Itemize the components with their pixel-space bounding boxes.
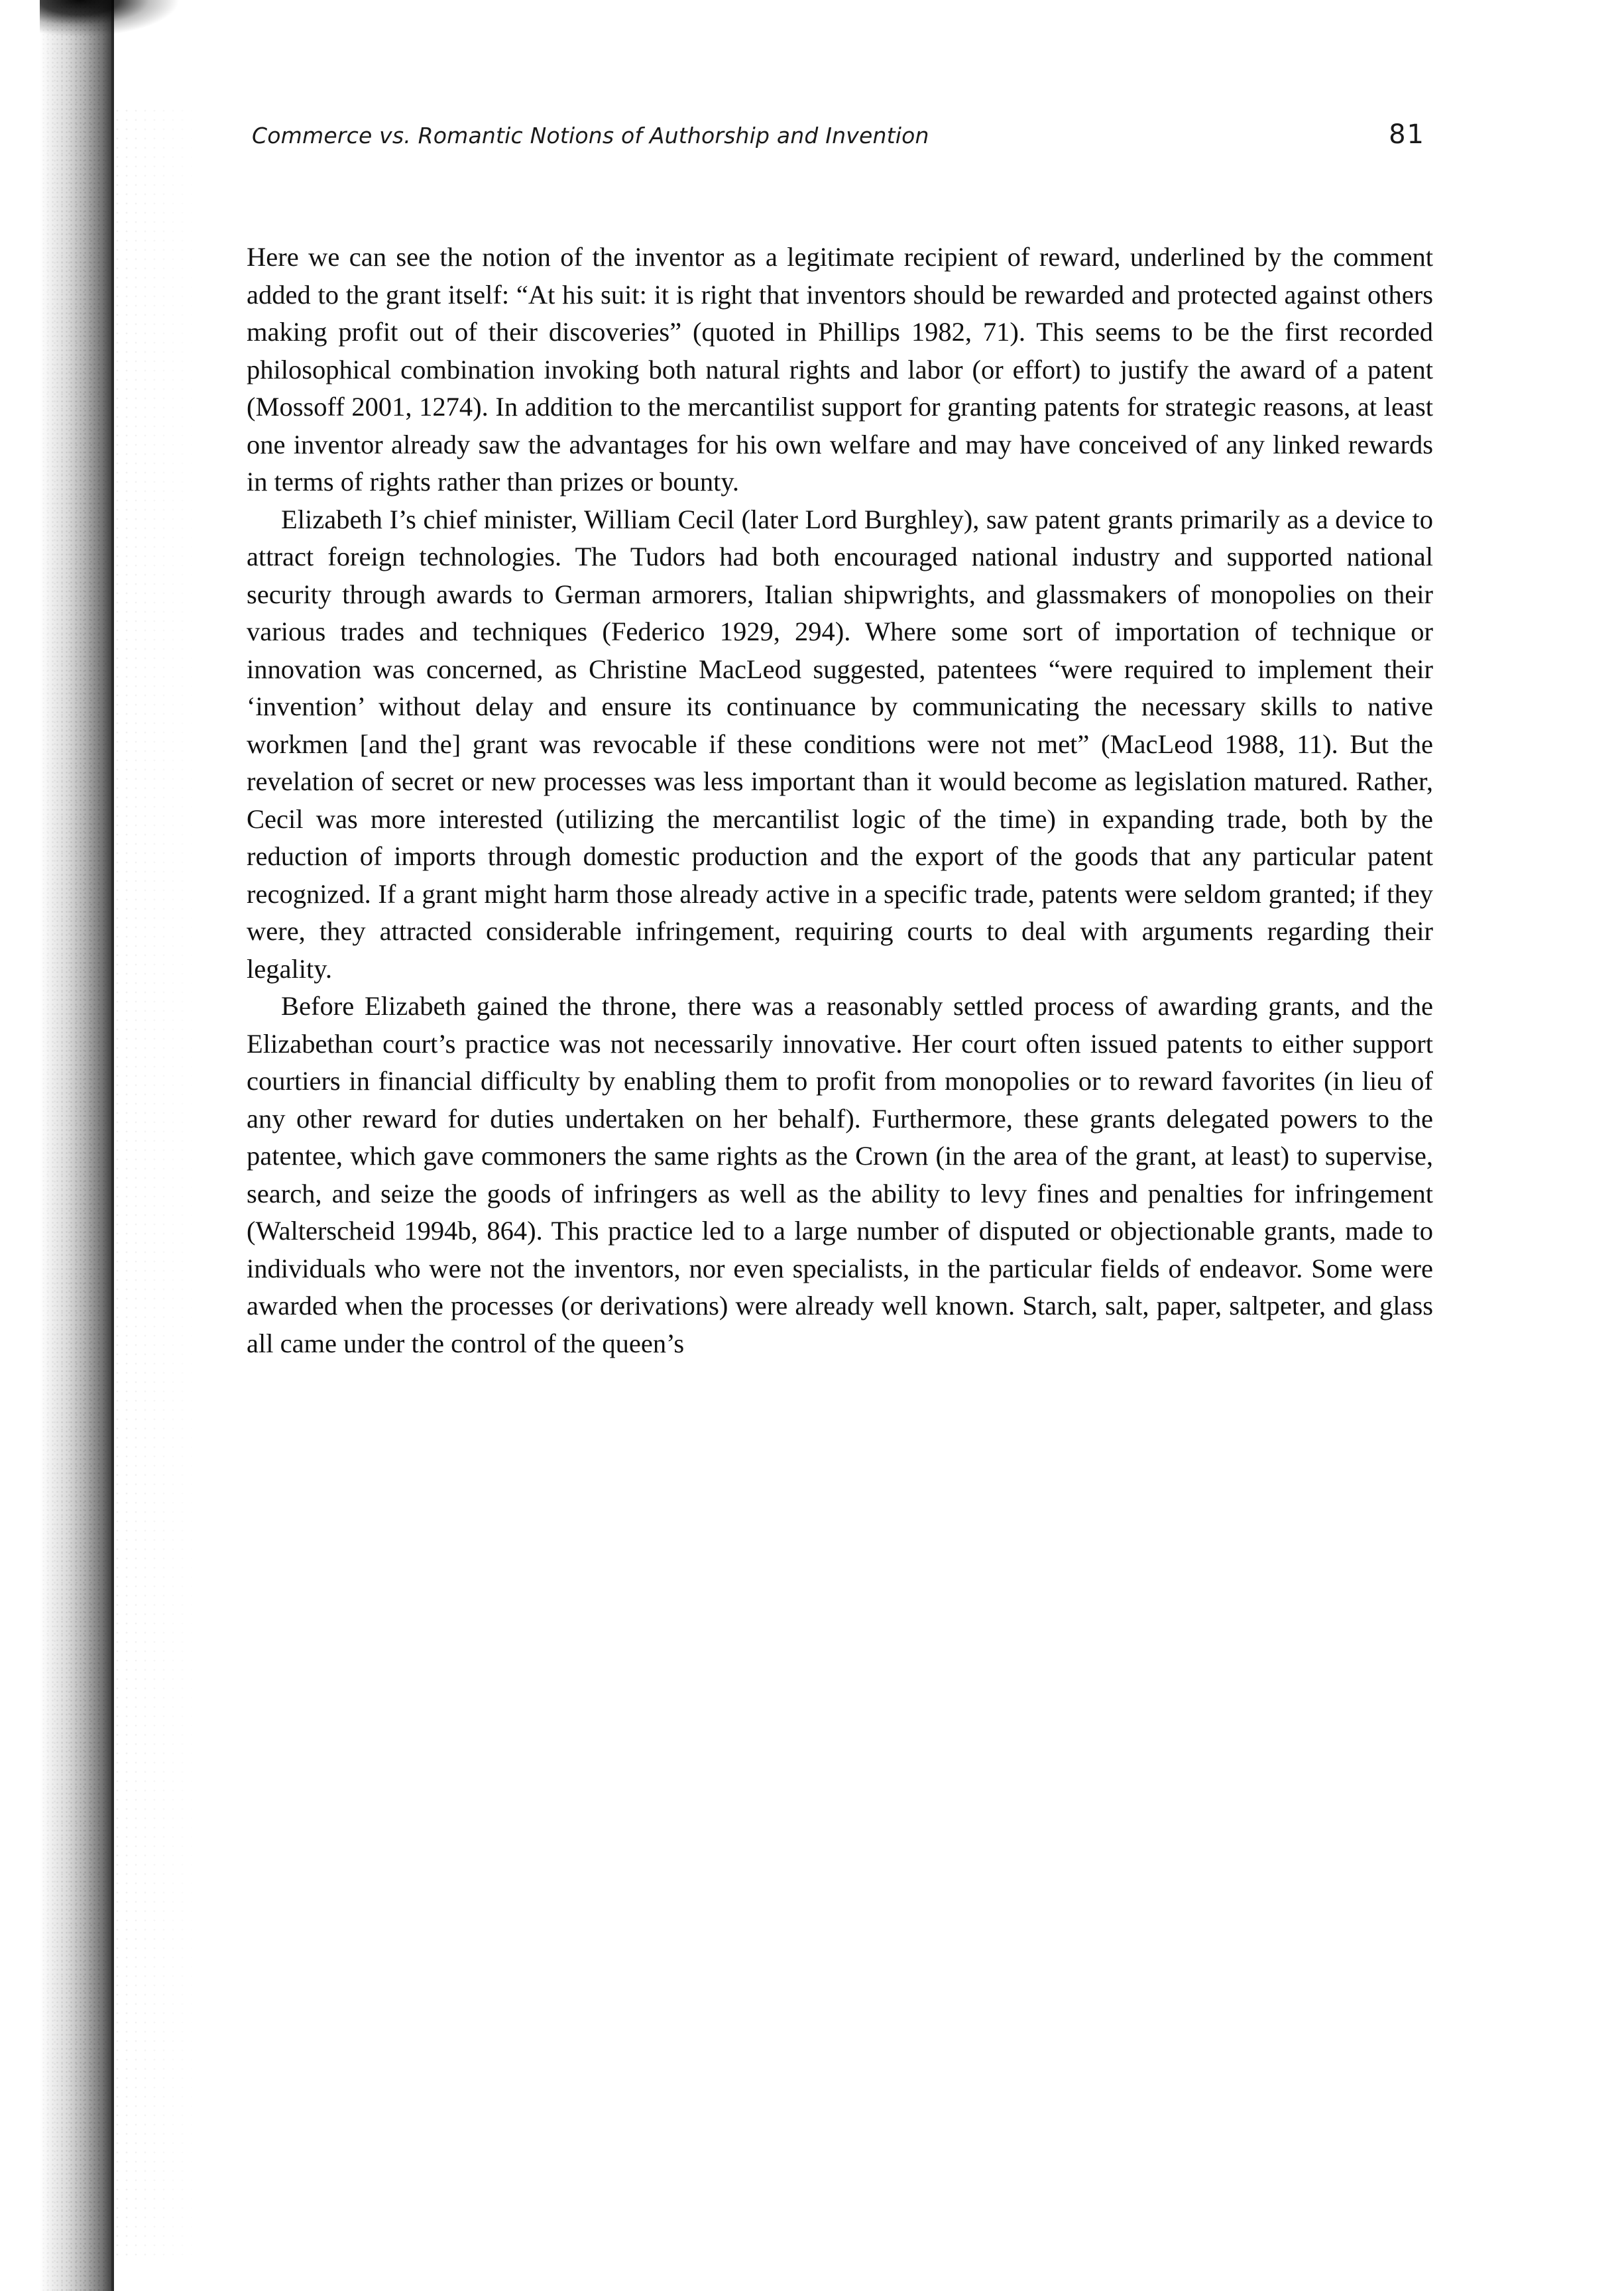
running-head-title: Commerce vs. Romantic Notions of Authorship and Invention <box>252 123 929 148</box>
gutter-noise-texture <box>41 0 111 2291</box>
book-spine-line <box>111 0 114 2291</box>
gutter-gradient <box>40 0 113 2291</box>
page-number: 81 <box>1389 119 1425 150</box>
page-paper-edge <box>40 0 199 2291</box>
paragraph: Before Elizabeth gained the throne, there was a reasonably settled process of awarding grants, and the Elizabethan court’s practice was not necessarily innovative. Her court often issued patents to either support courtiers in financial difficulty by enabling them to profit from monopolies or to reward favorites (in lieu of any other reward for duties undertaken on her behalf). Furthermore, these grants delegated powers to the patentee, which gave commoners the same rights as the Crown (in the area of the grant, at least) to supervise, search, and seize the goods of infringers as well as the ability to levy fines and penalties for infringement (Walterscheid 1994b, 864). This practice led to a large number of disputed or objectionable grants, made to individuals who were not the inventors, nor even specialists, in the particular fields of endeavor. Some were awarded when the processes (or derivations) were already well known. Starch, salt, paper, saltpeter, and glass all came under the control of the queen’s <box>247 991 1433 1358</box>
paragraph: Elizabeth I’s chief minister, William Cecil (later Lord Burghley), saw patent grants primarily as a device to attract foreign technologies. The Tudors had both encouraged national industry and supported national security through awards to German armorers, Italian shipwrights, and glassmakers of monopolies on their various trades and techniques (Federico 1929, 294). Where some sort of importation of technique or innovation was concerned, as Christine MacLeod suggested, patentees “were required to implement their ‘invention’ without delay and ensure its continuance by communicating the necessary skills to native workmen [and the] grant was revocable if these conditions were not met” (MacLeod 1988, 11). But the revelation of secret or new processes was less important than it would become as legislation matured. Rather, Cecil was more interested (utilizing the mercantilist logic of the time) in expanding trade, both by the reduction of imports through domestic production and the export of the goods that any particular patent recognized. If a grant might harm those already active in a specific trade, patents were seldom granted; if they were, they attracted considerable infringement, requiring courts to deal with arguments regarding their legality. <box>247 504 1433 984</box>
gutter-speckle-texture <box>113 106 199 2261</box>
scan-top-shadow <box>40 0 232 60</box>
running-head <box>252 119 1425 150</box>
paragraph: Here we can see the notion of the inventor as a legitimate recipient of reward, underlined by the comment added to the grant itself: “At his suit: it is right that inventors should be rewarded and protected against others making profit out of their discoveries” (quoted in Phillips 1982, 71). This seems to be the first recorded philosophical combination invoking both natural rights and labor (or effort) to justify the award of a patent (Mossoff 2001, 1274). In addition to the mercantilist support for granting patents for strategic reasons, at least one inventor already saw the advantages for his own welfare and may have conceived of any linked rewards in terms of rights rather than prizes or bounty. <box>247 242 1433 497</box>
page-body-text <box>247 239 1433 1362</box>
scan-gutter-shadow <box>0 0 199 2291</box>
